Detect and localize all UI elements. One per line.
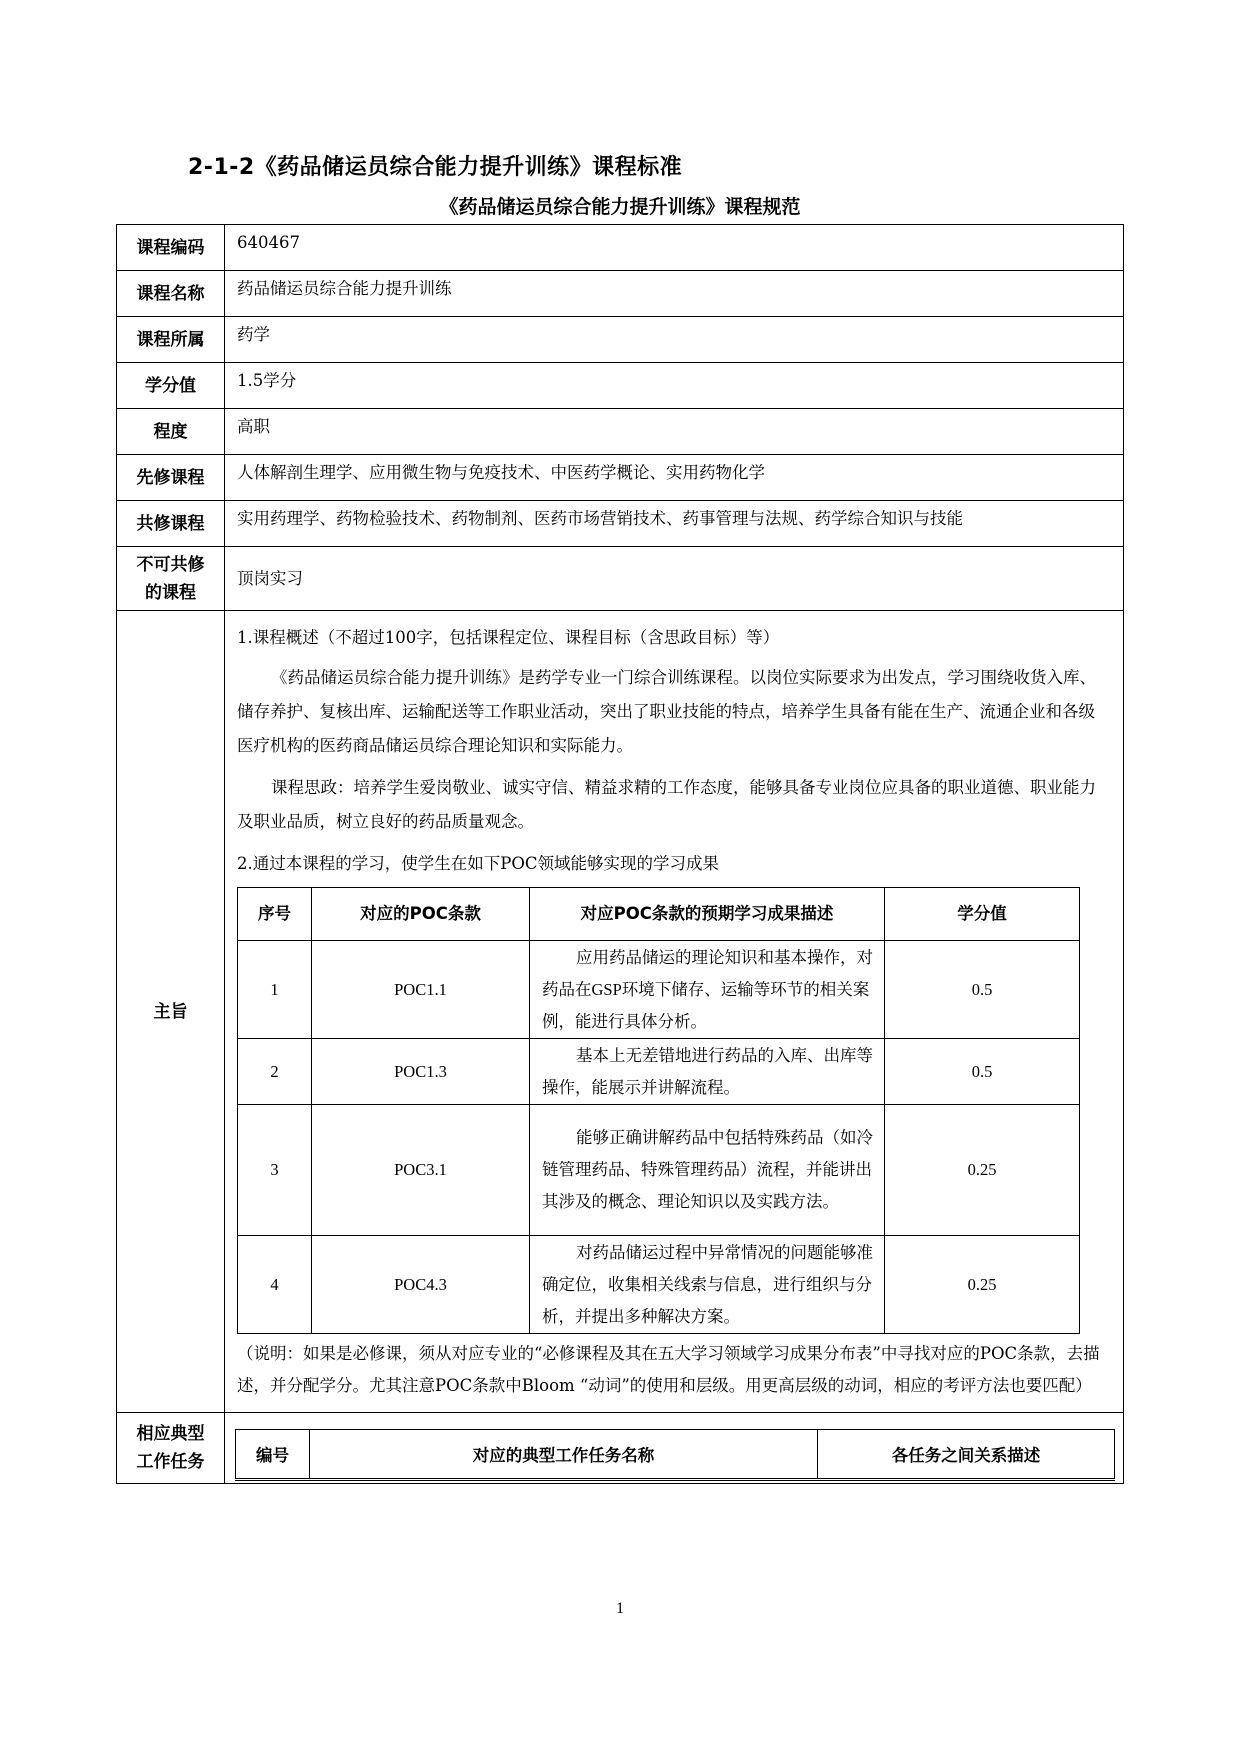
poc-credit: 0.25 — [885, 1105, 1080, 1236]
value-credits: 1.5学分 — [225, 363, 1124, 409]
poc-table — [237, 887, 1080, 1334]
outcome-heading: 2.通过本课程的学习，使学生在如下POC领域能够实现的学习成果 — [237, 854, 719, 873]
task-header-name: 对应的典型工作任务名称 — [310, 1430, 818, 1480]
poc-desc: 基本上无差错地进行药品的入库、出库等操作，能展示并讲解流程。 — [530, 1039, 885, 1105]
value-course-name: 药品储运员综合能力提升训练 — [225, 271, 1124, 317]
task-header-relation: 各任务之间关系描述 — [818, 1430, 1115, 1480]
table-row — [238, 1105, 1080, 1236]
poc-desc: 能够正确讲解药品中包括特殊药品（如冷链管理药品、特殊管理药品）流程，并能讲出其涉及的概念、理论知识以及实践方法。 — [530, 1105, 885, 1236]
poc-no: 4 — [238, 1236, 312, 1334]
poc-clause: POC4.3 — [312, 1236, 530, 1334]
label-corequisites: 共修课程 — [117, 501, 225, 547]
ideology-text: 课程思政：培养学生爱岗敬业、诚实守信、精益求精的工作态度，能够具备专业岗位应具备的职业道德、职业能力及职业品质，树立良好的药品质量观念。 — [237, 778, 1096, 831]
poc-no: 1 — [238, 941, 312, 1039]
task-header-row — [236, 1430, 1115, 1480]
row-credits — [117, 363, 1124, 409]
row-corequisites — [117, 501, 1124, 547]
label-level: 程度 — [117, 409, 225, 455]
poc-no: 3 — [238, 1105, 312, 1236]
label-course-name: 课程名称 — [117, 271, 225, 317]
poc-clause: POC1.1 — [312, 941, 530, 1039]
task-table — [235, 1429, 1115, 1481]
page-number: 1 — [616, 1600, 624, 1617]
overview-text: 《药品储运员综合能力提升训练》是药学专业一门综合训练课程。以岗位实际要求为出发点，学习围绕收货入库、储存养护、复核出库、运输配送等工作职业活动，突出了职业技能的特点，培养学生具备有能在生产、流通企业和各级医疗机构的医药商品储运员综合理论知识和实际能力。 — [237, 668, 1096, 755]
poc-credit: 0.5 — [885, 941, 1080, 1039]
row-exclusions — [117, 547, 1124, 611]
label-course-dept: 课程所属 — [117, 317, 225, 363]
label-typical-tasks: 相应典型工作任务 — [117, 1413, 225, 1484]
label-course-code: 课程编码 — [117, 225, 225, 271]
poc-header-desc: 对应POC条款的预期学习成果描述 — [530, 888, 885, 941]
poc-clause: POC1.3 — [312, 1039, 530, 1105]
row-course-dept — [117, 317, 1124, 363]
poc-header-row — [238, 888, 1080, 941]
poc-desc: 应用药品储运的理论知识和基本操作，对药品在GSP环境下储存、运输等环节的相关案例，能进行具体分析。 — [530, 941, 885, 1039]
label-prerequisites: 先修课程 — [117, 455, 225, 501]
value-course-dept: 药学 — [225, 317, 1124, 363]
row-course-name — [117, 271, 1124, 317]
value-corequisites: 实用药理学、药物检验技术、药物制剂、医药市场营销技术、药事管理与法规、药学综合知识与技能 — [225, 501, 1124, 547]
poc-credit: 0.5 — [885, 1039, 1080, 1105]
row-course-code — [117, 225, 1124, 271]
table-row — [238, 1236, 1080, 1334]
poc-header-credit: 学分值 — [885, 888, 1080, 941]
note-text: （说明：如果是必修课，须从对应专业的“必修课程及其在五大学习领域学习成果分布表”中寻找对应的POC条款，去描述，并分配学分。尤其注意POC条款中Bloom “动词”的使用和层级。用更高层级的动词，相应的考评方法也要匹配） — [237, 1344, 1100, 1395]
poc-no: 2 — [238, 1039, 312, 1105]
spec-title: 《药品储运员综合能力提升训练》课程规范 — [439, 196, 801, 218]
document-title: 2-1-2《药品储运员综合能力提升训练》课程标准 — [188, 155, 683, 180]
label-main-purpose: 主旨 — [117, 611, 225, 1413]
overview-heading: 1.课程概述（不超过100字，包括课程定位、课程目标（含思政目标）等） — [237, 628, 780, 647]
poc-desc: 对药品储运过程中异常情况的问题能够准确定位，收集相关线索与信息，进行组织与分析，并提出多种解决方案。 — [530, 1236, 885, 1334]
value-course-code: 640467 — [225, 225, 1124, 271]
label-exclusions: 不可共修的课程 — [117, 547, 225, 611]
row-main-purpose — [117, 611, 1124, 1413]
label-credits: 学分值 — [117, 363, 225, 409]
typical-tasks-content — [225, 1413, 1124, 1484]
value-level: 高职 — [225, 409, 1124, 455]
course-spec-table — [116, 224, 1124, 1484]
value-exclusions: 顶岗实习 — [225, 547, 1124, 611]
poc-clause: POC3.1 — [312, 1105, 530, 1236]
value-prerequisites: 人体解剖生理学、应用微生物与免疫技术、中医药学概论、实用药物化学 — [225, 455, 1124, 501]
poc-header-no: 序号 — [238, 888, 312, 941]
row-level — [117, 409, 1124, 455]
row-typical-tasks — [117, 1413, 1124, 1484]
row-prerequisites — [117, 455, 1124, 501]
poc-credit: 0.25 — [885, 1236, 1080, 1334]
table-row — [238, 1039, 1080, 1105]
main-purpose-content — [225, 611, 1124, 1413]
table-row — [238, 941, 1080, 1039]
task-header-no: 编号 — [236, 1430, 310, 1480]
poc-header-clause: 对应的POC条款 — [312, 888, 530, 941]
